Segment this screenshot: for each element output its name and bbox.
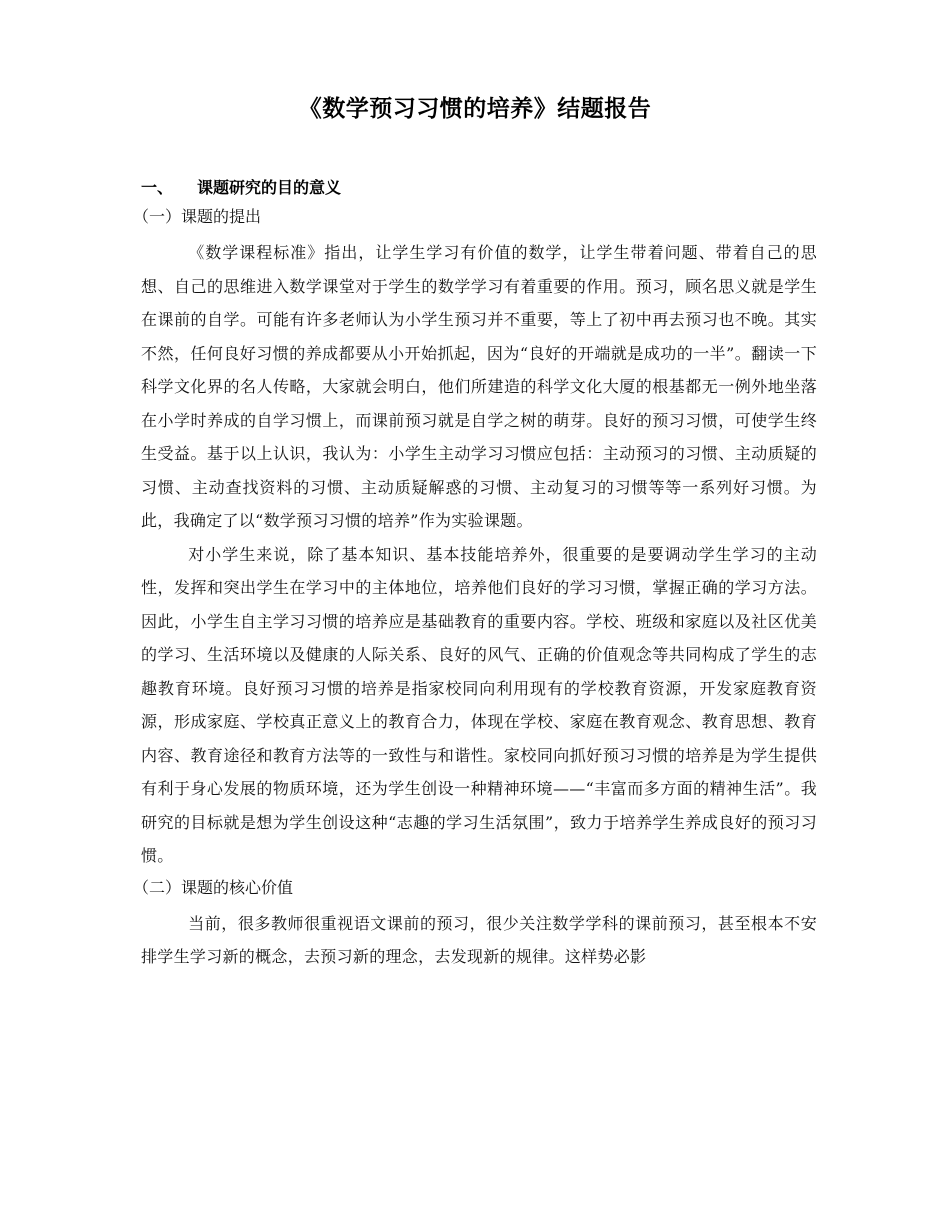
- paragraph-3: 当前，很多教师很重视语文课前的预习，很少关注数学学科的课前预习，甚至根本不安排学生学习新的概念，去预习新的理念，去发现新的规律。这样势必影: [141, 913, 817, 966]
- section-title: 课题研究的目的意义: [197, 178, 342, 197]
- paragraph-2: 对小学生来说，除了基本知识、基本技能培养外，很重要的是要调动学生学习的主动性，发挥和突出学生在学习中的主体地位，培养他们良好的学习习惯，掌握正确的学习方法。因此，小学生自主学习习惯的培养应是基础教育的重要内容。学校、班级和家庭以及社区优美的学习、生活环境以及健康的人际关系、良好的风气、正确的价值观念等共同构成了学生的志趣教育环境。良好预习习惯的培养是指家校同向利用现有的学校教育资源，开发家庭教育资源，形成家庭、学校真正意义上的教育合力，体现在学校、家庭在教育观念、教育思想、教育内容、教育途径和教育方法等的一致性与和谐性。家校同向抓好预习习惯的培养是为学生提供有利于身心发展的物质环境，还为学生创设一种精神环境——“丰富而多方面的精神生活”。我研究的目标就是想为学生创设这种“志趣的学习生活氛围”，致力于培养学生养成良好的预习习惯。: [141, 544, 817, 865]
- document-title: 《数学预习习惯的培养》结题报告: [298, 95, 652, 122]
- subsection-heading-2: （二）课题的核心价值: [133, 877, 294, 897]
- section-number: 一、: [141, 178, 174, 197]
- document-body: [133, 174, 817, 974]
- subsection-heading-1: （一）课题的提出: [133, 207, 262, 226]
- section-heading-1: [141, 174, 817, 202]
- paragraph-1: 《数学课程标准》指出，让学生学习有价值的数学，让学生带着问题、带着自己的思想、自己的思维进入数学课堂对于学生的数学学习有着重要的作用。预习，顾名思义就是学生在课前的自学。可能有许多老师认为小学生预习并不重要，等上了初中再去预习也不晚。其实不然，任何良好习惯的养成都要从小开始抓起，因为“良好的开端就是成功的一半”。翻读一下科学文化界的名人传略，大家就会明白，他们所建造的科学文化大厦的根基都无一例外地坐落在小学时养成的自学习惯上，而课前预习就是自学之树的萌芽。良好的预习习惯，可使学生终生受益。基于以上认识，我认为：小学生主动学习习惯应包括：主动预习的习惯、主动质疑的习惯、主动查找资料的习惯、主动质疑解惑的习惯、主动复习的习惯等等一系列好习惯。为此，我确定了以“数学预习习惯的培养”作为实验课题。: [141, 243, 817, 530]
